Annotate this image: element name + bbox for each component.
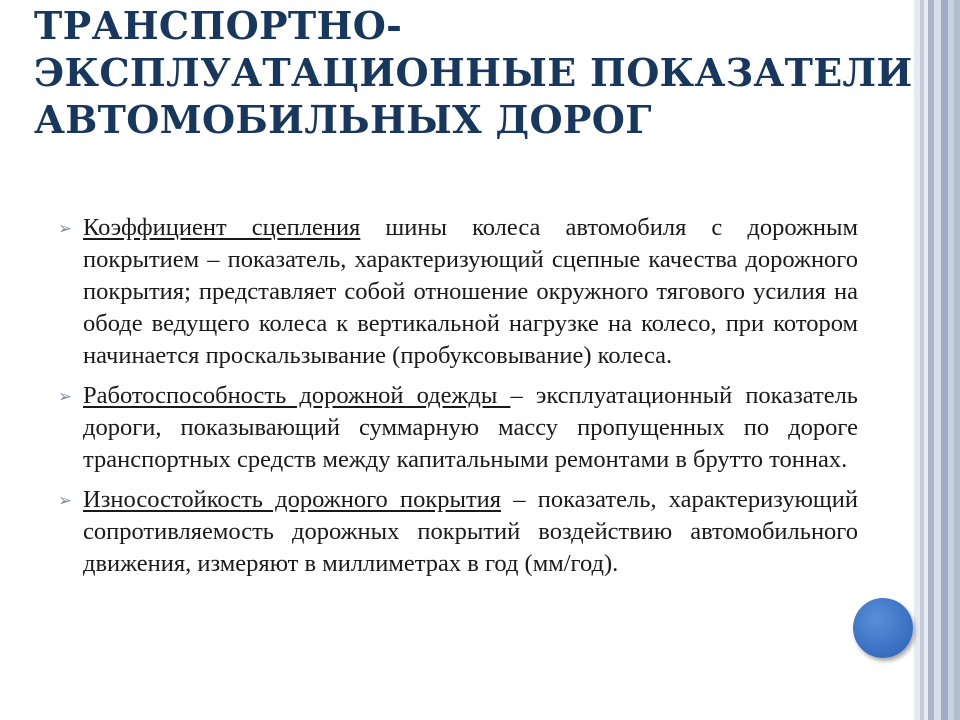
definition-text: – показатель, характеризующий сопротивляемость дорожных покрытий воздействию автомобильного движения, измеряют в миллиметрах в год (мм/год). bbox=[83, 486, 858, 577]
decorative-side-stripes bbox=[914, 0, 960, 720]
definition-text: шины колеса автомобиля с дорожным покрытием – показатель, характеризующий сцепные качества дорожного покрытия; представляет собой отношение окружного тягового усилия на ободе ведущего колеса к вертикальной нагрузке на колесо, при котором начинается проскальзывание (пробуксовывание) колеса. bbox=[83, 214, 859, 369]
list-item bbox=[58, 484, 858, 580]
term-wear-resistance: Износостойкость дорожного покрытия bbox=[83, 486, 502, 513]
term-pavement-workability: Работоспособность дорожной одежды bbox=[83, 382, 511, 409]
arrow-bullet-icon: ➢ bbox=[58, 219, 73, 239]
arrow-bullet-icon: ➢ bbox=[58, 387, 73, 407]
slide-title: ТРАНСПОРТНО-ЭКСПЛУАТАЦИОННЫЕ ПОКАЗАТЕЛИ АВТОМОБИЛЬНЫХ ДОРОГ bbox=[34, 3, 913, 142]
term-adhesion-coefficient: Коэффициент сцепления bbox=[83, 214, 361, 241]
definition-text: – эксплуатационный показатель дороги, показывающий суммарную массу пропущенных по дороге транспортных средств между капитальными ремонтами в брутто тоннах. bbox=[83, 382, 858, 473]
bullet-list bbox=[58, 212, 858, 588]
decorative-circle bbox=[853, 598, 913, 658]
list-item bbox=[58, 380, 858, 476]
list-item bbox=[58, 212, 858, 372]
arrow-bullet-icon: ➢ bbox=[58, 491, 73, 511]
